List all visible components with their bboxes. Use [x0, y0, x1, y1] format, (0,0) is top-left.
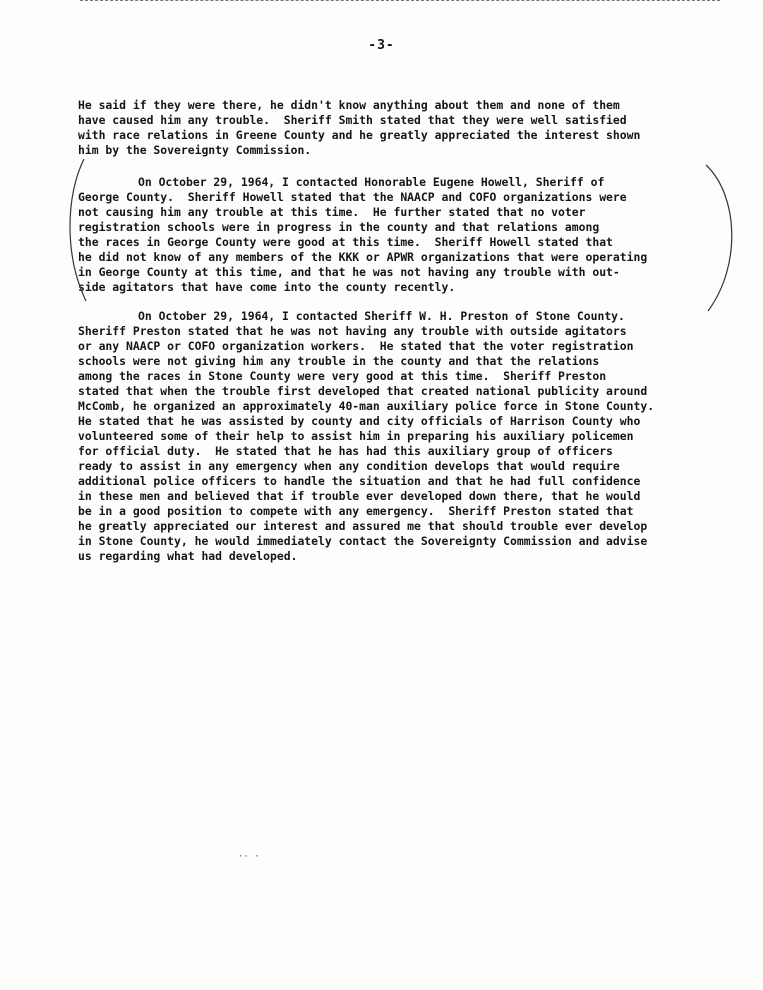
text-line: On October 29, 1964, I contacted Sheriff W. H. Preston of Stone County. — [138, 309, 625, 323]
text-line: He stated that he was assisted by county and city officials of Harrison County who — [78, 414, 641, 428]
text-line: stated that when the trouble first developed that created national publicity around — [78, 384, 648, 398]
paragraph-stone-county — [78, 309, 728, 564]
text-line: schools were not giving him any trouble in the county and that the relations — [78, 354, 600, 368]
text-line: He said if they were there, he didn't know anything about them and none of them — [78, 98, 620, 112]
text-line: side agitators that have come into the county recently. — [78, 280, 456, 294]
text-line: registration schools were in progress in the county and that relations among — [78, 220, 600, 234]
text-line: he did not know of any members of the KKK or APWR organizations that were operating — [78, 250, 648, 264]
text-line: for official duty. He stated that he has had this auxiliary group of officers — [78, 444, 613, 458]
text-line: the races in George County were good at this time. Sheriff Howell stated that — [78, 235, 613, 249]
text-line: volunteered some of their help to assist him in preparing his auxiliary policemen — [78, 429, 634, 443]
text-line: him by the Sovereignty Commission. — [78, 143, 312, 157]
paragraph-george-county — [78, 175, 710, 295]
text-line: additional police officers to handle the situation and that he had full confidence — [78, 474, 641, 488]
text-line: McComb, he organized an approximately 40-man auxiliary police force in Stone County. — [78, 399, 655, 413]
page-number: -3- — [368, 38, 395, 53]
text-line: or any NAACP or COFO organization workers. He stated that the voter registration — [78, 339, 634, 353]
text-line: not causing him any trouble at this time. He further stated that no voter — [78, 205, 586, 219]
text-line: have caused him any trouble. Sheriff Smith stated that they were well satisfied — [78, 113, 627, 127]
text-line: On October 29, 1964, I contacted Honorable Eugene Howell, Sheriff of — [138, 175, 605, 189]
paragraph-continuation — [78, 98, 710, 158]
text-line: in George County at this time, and that he was not having any trouble with out- — [78, 265, 620, 279]
scan-speck: ·· · — [238, 852, 260, 862]
top-edge-rule — [80, 0, 720, 4]
text-line: he greatly appreciated our interest and assured me that should trouble ever develop — [78, 519, 648, 533]
left-bracket-mark — [62, 155, 88, 305]
text-line: Sheriff Preston stated that he was not having any trouble with outside agitators — [78, 324, 627, 338]
text-line: among the races in Stone County were very good at this time. Sheriff Preston — [78, 369, 607, 383]
text-line: be in a good position to compete with any emergency. Sheriff Preston stated that — [78, 504, 634, 518]
right-bracket-mark — [702, 155, 742, 315]
text-line: us regarding what had developed. — [78, 549, 298, 563]
text-line: in these men and believed that if trouble ever developed down there, that he would — [78, 489, 641, 503]
text-line: George County. Sheriff Howell stated that the NAACP and COFO organizations were — [78, 190, 627, 204]
text-line: in Stone County, he would immediately contact the Sovereignty Commission and advise — [78, 534, 648, 548]
text-line: with race relations in Greene County and he greatly appreciated the interest shown — [78, 128, 641, 142]
text-line: ready to assist in any emergency when any condition develops that would require — [78, 459, 620, 473]
